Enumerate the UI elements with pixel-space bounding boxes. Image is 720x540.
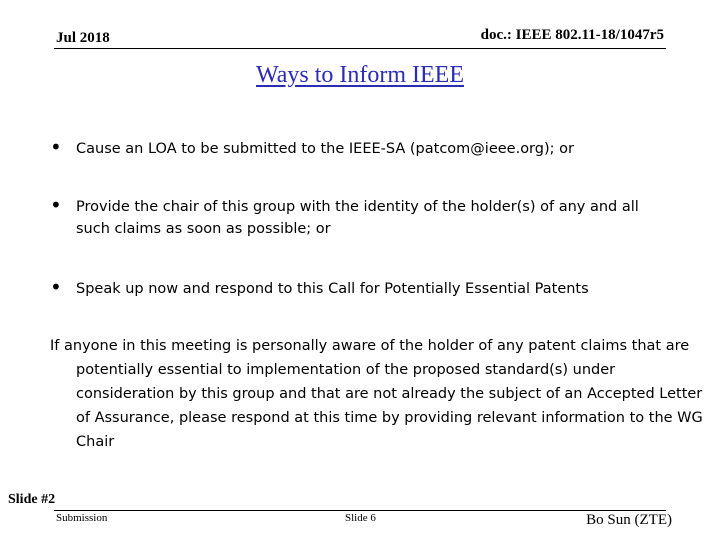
bullet-text-2: Provide the chair of this group with the identity of the holder(s) of any and all such claims as soon as possible; or: [76, 199, 639, 237]
footer-divider: [54, 510, 666, 511]
header-date: Jul 2018: [56, 30, 110, 46]
bullet-marker-2: •: [50, 193, 62, 217]
header-doc-id: doc.: IEEE 802.11-18/1047r5: [480, 27, 664, 43]
call-for-patents-paragraph: If anyone in this meeting is personally aware of the holder of any patent claims that are potentially essential to implementation of the proposed standard(s) under consideration by this group and that are not already the subject of an Accepted Letter of Assurance, please respond at this time by providing relevant information to the WG Chair: [50, 338, 703, 450]
slide-title: Ways to Inform IEEE: [255, 62, 464, 88]
footer-page-number: Slide 6: [345, 512, 376, 524]
bullet-marker-3: •: [50, 275, 62, 299]
bullet-marker-1: •: [50, 135, 62, 159]
header-divider: [54, 48, 666, 49]
slide-number-label: Slide #2: [8, 492, 56, 507]
bullet-text-3: Speak up now and respond to this Call for Potentially Essential Patents: [76, 281, 589, 297]
footer-submission: Submission: [56, 512, 108, 524]
bullet-text-1: Cause an LOA to be submitted to the IEEE-SA (patcom@ieee.org); or: [76, 141, 574, 157]
footer-author: Bo Sun (ZTE): [586, 512, 672, 528]
